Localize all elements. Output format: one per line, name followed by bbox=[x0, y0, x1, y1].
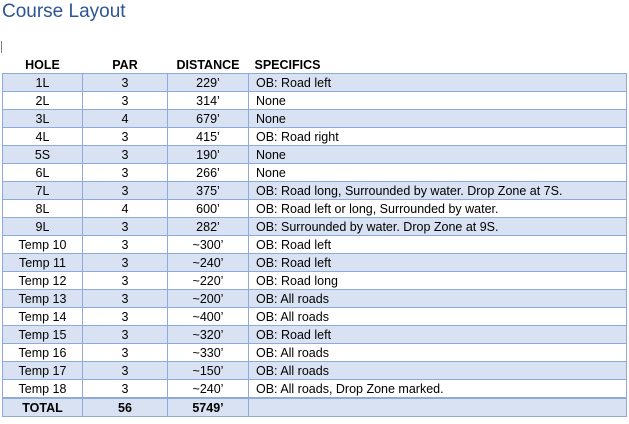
distance-cell: 266’ bbox=[168, 164, 249, 182]
text-cursor bbox=[1, 41, 2, 53]
par-cell: 4 bbox=[83, 200, 168, 218]
distance-cell: 229’ bbox=[168, 74, 249, 92]
specifics-cell: OB: Road left bbox=[249, 236, 627, 254]
par-cell: 3 bbox=[83, 146, 168, 164]
specifics-cell: OB: Road long bbox=[249, 272, 627, 290]
distance-cell: ~320’ bbox=[168, 326, 249, 344]
par-cell: 3 bbox=[83, 380, 168, 399]
specifics-cell: OB: Road left or long, Surrounded by water. bbox=[249, 200, 627, 218]
hole-cell: 7L bbox=[3, 182, 83, 200]
specifics-cell: OB: Road left bbox=[249, 326, 627, 344]
table-row bbox=[3, 254, 627, 272]
table-row bbox=[3, 110, 627, 128]
table-row bbox=[3, 236, 627, 254]
distance-cell: ~400’ bbox=[168, 308, 249, 326]
distance-cell: 600’ bbox=[168, 200, 249, 218]
hole-cell: 2L bbox=[3, 92, 83, 110]
table-row bbox=[3, 164, 627, 182]
total-specifics bbox=[249, 398, 627, 417]
par-cell: 3 bbox=[83, 254, 168, 272]
distance-cell: ~150’ bbox=[168, 362, 249, 380]
table-row bbox=[3, 308, 627, 326]
table-row bbox=[3, 218, 627, 236]
par-cell: 4 bbox=[83, 110, 168, 128]
hole-cell: 6L bbox=[3, 164, 83, 182]
table-row bbox=[3, 326, 627, 344]
par-cell: 3 bbox=[83, 326, 168, 344]
hole-cell: Temp 14 bbox=[3, 308, 83, 326]
specifics-cell: OB: Road right bbox=[249, 128, 627, 146]
par-cell: 3 bbox=[83, 182, 168, 200]
specifics-cell: OB: Surrounded by water. Drop Zone at 9S. bbox=[249, 218, 627, 236]
document-title: Course Layout bbox=[2, 1, 126, 22]
table-row bbox=[3, 146, 627, 164]
hole-cell: Temp 15 bbox=[3, 326, 83, 344]
table-row bbox=[3, 74, 627, 92]
hole-cell: Temp 12 bbox=[3, 272, 83, 290]
specifics-cell: OB: All roads bbox=[249, 362, 627, 380]
par-cell: 3 bbox=[83, 344, 168, 362]
par-cell: 3 bbox=[83, 164, 168, 182]
hole-cell: 1L bbox=[3, 74, 83, 92]
distance-cell: 375’ bbox=[168, 182, 249, 200]
par-cell: 3 bbox=[83, 308, 168, 326]
table-row bbox=[3, 272, 627, 290]
par-cell: 3 bbox=[83, 74, 168, 92]
specifics-cell: OB: All roads bbox=[249, 344, 627, 362]
total-label: TOTAL bbox=[3, 398, 83, 417]
table-header-row bbox=[3, 56, 627, 74]
specifics-cell: None bbox=[249, 92, 627, 110]
table-row bbox=[3, 182, 627, 200]
distance-cell: 679’ bbox=[168, 110, 249, 128]
par-cell: 3 bbox=[83, 128, 168, 146]
distance-cell: ~240’ bbox=[168, 254, 249, 272]
header-par: PAR bbox=[83, 56, 168, 74]
specifics-cell: OB: All roads, Drop Zone marked. bbox=[249, 380, 627, 399]
header-distance: DISTANCE bbox=[168, 56, 249, 74]
distance-cell: ~200’ bbox=[168, 290, 249, 308]
distance-cell: 282’ bbox=[168, 218, 249, 236]
distance-cell: 190’ bbox=[168, 146, 249, 164]
distance-cell: 314’ bbox=[168, 92, 249, 110]
specifics-cell: OB: All roads bbox=[249, 290, 627, 308]
par-cell: 3 bbox=[83, 236, 168, 254]
distance-cell: ~300’ bbox=[168, 236, 249, 254]
table-row bbox=[3, 92, 627, 110]
specifics-cell: None bbox=[249, 110, 627, 128]
hole-cell: Temp 10 bbox=[3, 236, 83, 254]
par-cell: 3 bbox=[83, 272, 168, 290]
hole-cell: Temp 11 bbox=[3, 254, 83, 272]
par-cell: 3 bbox=[83, 362, 168, 380]
table-row bbox=[3, 200, 627, 218]
specifics-cell: OB: All roads bbox=[249, 308, 627, 326]
par-cell: 3 bbox=[83, 290, 168, 308]
total-distance: 5749’ bbox=[168, 398, 249, 417]
specifics-cell: OB: Road left bbox=[249, 254, 627, 272]
distance-cell: ~220’ bbox=[168, 272, 249, 290]
hole-cell: 8L bbox=[3, 200, 83, 218]
distance-cell: ~240’ bbox=[168, 380, 249, 399]
table-row bbox=[3, 128, 627, 146]
table-row bbox=[3, 362, 627, 380]
total-row bbox=[3, 398, 627, 417]
specifics-cell: OB: Road left bbox=[249, 74, 627, 92]
hole-cell: 9L bbox=[3, 218, 83, 236]
hole-cell: Temp 17 bbox=[3, 362, 83, 380]
table-row bbox=[3, 290, 627, 308]
course-layout-table bbox=[2, 56, 627, 417]
hole-cell: 3L bbox=[3, 110, 83, 128]
hole-cell: Temp 18 bbox=[3, 380, 83, 399]
hole-cell: Temp 16 bbox=[3, 344, 83, 362]
specifics-cell: None bbox=[249, 164, 627, 182]
distance-cell: ~330’ bbox=[168, 344, 249, 362]
hole-cell: 4L bbox=[3, 128, 83, 146]
specifics-cell: None bbox=[249, 146, 627, 164]
par-cell: 3 bbox=[83, 92, 168, 110]
header-specifics: SPECIFICS bbox=[249, 56, 627, 74]
total-par: 56 bbox=[83, 398, 168, 417]
par-cell: 3 bbox=[83, 218, 168, 236]
header-hole: HOLE bbox=[3, 56, 83, 74]
hole-cell: 5S bbox=[3, 146, 83, 164]
hole-cell: Temp 13 bbox=[3, 290, 83, 308]
table-row bbox=[3, 344, 627, 362]
table-row bbox=[3, 380, 627, 399]
specifics-cell: OB: Road long, Surrounded by water. Drop Zone at 7S. bbox=[249, 182, 627, 200]
distance-cell: 415’ bbox=[168, 128, 249, 146]
